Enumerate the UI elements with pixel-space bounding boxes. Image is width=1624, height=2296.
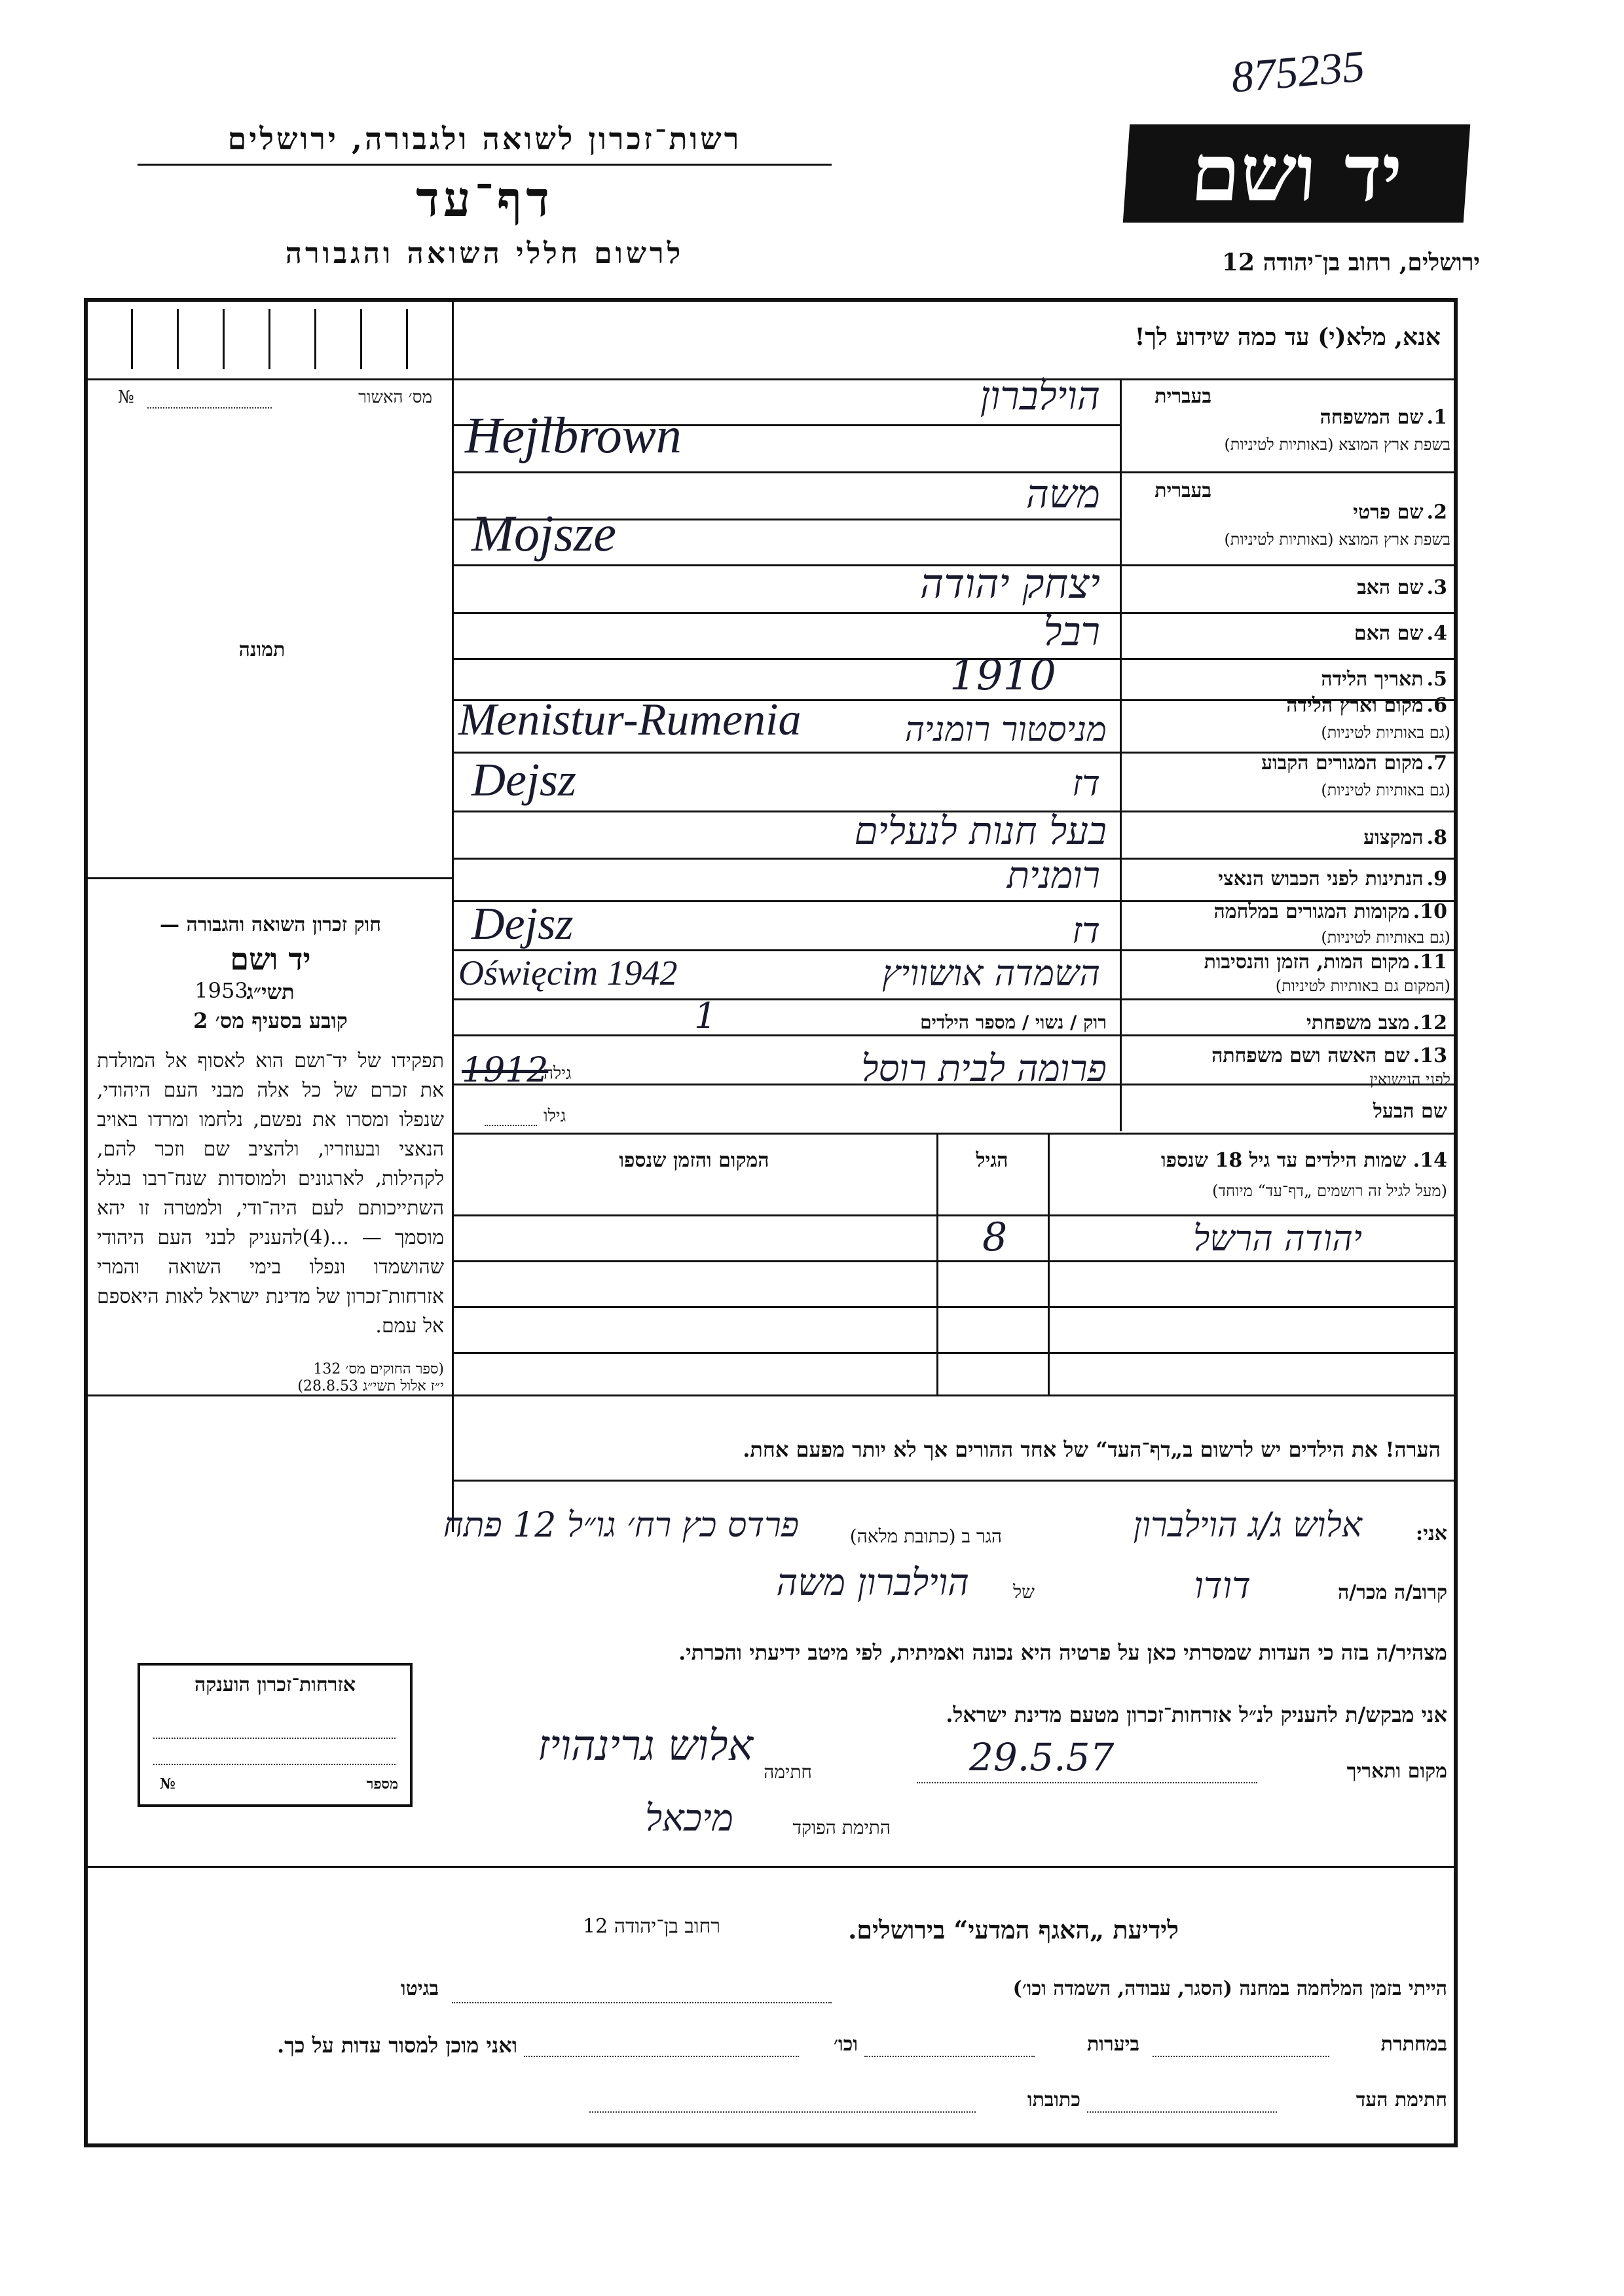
request-text: אני מבקש/ת להעניק לנ״ל אזרחות־זכרון מטעם מדינת ישראל.	[946, 1702, 1447, 1727]
footer-line1-b: בגיטו	[400, 1977, 439, 2000]
form-subtitle: לרשום חללי השואה והגבורה	[285, 237, 684, 270]
yad-vashem-logo: יד ושם	[1123, 124, 1470, 223]
field-1-lang: בעברית	[1154, 385, 1211, 408]
field-2-num: 2.	[1426, 501, 1447, 524]
law-title: חוק זכרון השואה והגבורה —	[160, 913, 381, 936]
code-boxes	[105, 309, 432, 369]
husband-label: שם הבעל	[1373, 1100, 1447, 1123]
field-10-value-latin[interactable]: Dejsz	[471, 899, 574, 949]
footer-line2-d: ואני מוכן למסור עדות על כך.	[276, 2033, 517, 2058]
citizenship-box	[138, 1663, 413, 1807]
law-text: תפקידו של יד־ושם הוא לאסוף אל המולדת את זכרם של כל אלה מבני העם היהודי, שנפלו ומסרו את נפשם, נלחמו ומרדו באויב הנאצי ובעוזריו, ולהציב שם וזכר להם, לקהילות, לארגונים ולמוסדות שנח־רבו בגלל השתייכותם לעם היה־ודי, ולמטרה זו יהא מוסמך — ...(4)להעניק לבני העם היהודי שהושמדו ונפלו בימי השואה והמרי אזרחות־זכרון של מדינת ישראל לאות היאספם אל עמם.	[97, 1049, 445, 1338]
authority-title: רשות־זכרון לשואה ולגבורה, ירושלים	[227, 121, 742, 156]
field-9-label: 9. הנתינות לפני הכבוש הנאצי	[1218, 867, 1447, 890]
field-9-value[interactable]: רומנית	[1006, 854, 1100, 897]
field-10-label: 10. מקומות המגורים במלחמה	[1213, 900, 1447, 923]
field-7-value[interactable]: דז	[1072, 763, 1100, 804]
photo-label: תמונה	[238, 638, 286, 661]
footer-line2-a: במחתרת	[1380, 2033, 1447, 2056]
field-2-label	[1231, 501, 1447, 524]
child-1-name[interactable]: יהודה הרשל	[1193, 1218, 1362, 1259]
place-date-label: מקום ותאריך	[1346, 1760, 1447, 1783]
field-2-value-he[interactable]: משה	[1025, 471, 1100, 517]
children-col-age: הגיל	[976, 1149, 1008, 1172]
declarant-name[interactable]: אלוש ג/ג הוילברון	[1133, 1506, 1362, 1545]
instruction-text: אנא, מלא(י) עד כמה שידוע לך!	[1134, 323, 1441, 351]
field-13-age-label: גילה	[544, 1064, 572, 1084]
law-logo: יד ושם	[230, 941, 311, 977]
citizenship-no-sign: №	[160, 1776, 175, 1793]
archive-number: 875235	[1229, 41, 1367, 102]
field-7-sub: (גם באותיות לטיניות)	[1321, 781, 1450, 799]
field-6-label: 6. מקום וארץ הלידה	[1286, 694, 1447, 717]
authority-underline	[138, 164, 832, 166]
field-1-value-latin[interactable]: Hejlbrown	[465, 407, 682, 464]
field-1-sub: בשפת ארץ המוצא (באותיות לטיניות)	[1224, 435, 1450, 454]
field-5-value[interactable]: 1910	[950, 651, 1056, 700]
field-2-lang: בעברית	[1154, 479, 1211, 502]
field-6-value-latin[interactable]: Menistur-Rumenia	[458, 695, 802, 745]
declarant-address[interactable]: פרדס כץ רח׳ גו״ל 12 פתח	[443, 1506, 799, 1545]
form-title: דף־עד	[416, 172, 553, 228]
field-12-label: 12. מצב משפחתי	[1306, 1011, 1447, 1034]
field-11-label: 11. מקום המות, הזמן והנסיבות	[1204, 951, 1447, 974]
children-col-place: המקום והזמן שנספו	[619, 1149, 769, 1172]
footer-line2-b: ביערות	[1086, 2033, 1139, 2056]
field-1-num: 1.	[1426, 406, 1447, 429]
field-6-sub: (גם באותיות לטיניות)	[1321, 723, 1450, 742]
of-name[interactable]: הוילברון משה	[776, 1561, 969, 1604]
field-5-label: 5. תאריך הלידה	[1321, 668, 1447, 691]
field-10-value[interactable]: דז	[1072, 910, 1100, 951]
relation-value[interactable]: דודו	[1194, 1565, 1251, 1607]
citizenship-title: אזרחות־זכרון הוענקה	[194, 1673, 356, 1696]
field-2-text: שם פרטי	[1353, 501, 1424, 524]
field-4-value[interactable]: רבל	[1043, 609, 1100, 655]
field-13-label: 13. שם האשה ושם משפחתה	[1211, 1044, 1447, 1067]
field-8-value[interactable]: בעל חנות לנעלים	[854, 809, 1107, 853]
field-13-sub: לפני הנישואין	[1369, 1070, 1450, 1089]
field-7-value-latin[interactable]: Dejsz	[471, 754, 576, 806]
footer-line3-b: כתובתו	[1027, 2088, 1080, 2111]
field-11-value[interactable]: השמדה אושוויץ	[882, 953, 1100, 994]
of-label: של	[1013, 1581, 1035, 1603]
field-1-label	[1231, 406, 1447, 429]
children-table-subtitle: (מעל לגיל זה רושמים „דף־עד“ מיוחד)	[1212, 1182, 1447, 1200]
field-8-label: 8. המקצוע	[1363, 826, 1447, 849]
child-1-age[interactable]: 8	[982, 1214, 1008, 1260]
law-ref-1: (ספר החוקים מס׳ 132	[313, 1361, 444, 1377]
field-12-value: רוק / נשוי / מספר הילדים	[920, 1011, 1107, 1033]
note-text: הערה! את הילדים יש לרשום ב„דף־העד“ של אחד ההורים אך לא יותר מפעם אחת.	[743, 1437, 1441, 1462]
children-table-title: 14. שמות הילדים עד גיל 18 שנספו	[1160, 1149, 1447, 1172]
law-year: 1953	[194, 978, 248, 1003]
field-2-sub: בשפת ארץ המוצא (באותיות לטיניות)	[1224, 530, 1450, 549]
field-11-value-latin[interactable]: Oświęcim 1942	[458, 953, 678, 993]
citizenship-number-label: מספר	[366, 1776, 398, 1793]
field-6-value[interactable]: מניסטור רומניה	[904, 710, 1107, 750]
confirmation-label: מס׳ האשור	[358, 388, 432, 407]
declaration-text: מצהיר/ה בזה כי העדות שמסרתי כאן על פרטיה היא נכונה ואמיתית, לפי מיטב ידיעתי והכרתי.	[678, 1640, 1447, 1665]
footer-address: רחוב בן־יהודה 12	[583, 1915, 720, 1938]
field-3-value[interactable]: יצחק יהודה	[919, 560, 1100, 608]
footer-title: לידיעת „האגף המדעי“ בירושלים.	[848, 1915, 1179, 1944]
signature-value[interactable]: אלוש גרינהויז	[537, 1722, 753, 1770]
relative-label: קרוב/ה מכר/ה	[1338, 1581, 1447, 1604]
field-2-value-latin[interactable]: Mojsze	[471, 505, 616, 562]
signature-label: חתימה	[764, 1761, 812, 1783]
footer-line1-a: הייתי בזמן המלחמה במחנה (הסגר, עבודה, השמדה וכו׳)	[1012, 1977, 1447, 2000]
field-7-label: 7. מקום המגורים הקבוע	[1261, 752, 1447, 774]
law-year-hebrew: תשי״ג	[246, 979, 295, 1004]
field-1-text: שם המשפחה	[1320, 406, 1424, 429]
law-sidebar	[97, 913, 444, 1394]
date-value[interactable]: 29.5.57	[969, 1735, 1115, 1779]
field-3-label: 3. שם האב	[1357, 576, 1447, 599]
field-10-sub: (גם באותיות לטיניות)	[1321, 928, 1450, 947]
officer-label: התימת הפוקד	[792, 1817, 891, 1838]
field-13-value[interactable]: פרומה לבית רוסל	[861, 1048, 1107, 1090]
confirmation-no-sign: №	[118, 388, 134, 407]
law-section: קובע בסעיף מס׳ 2	[193, 1008, 348, 1033]
declarant-resides-label: הגר ב (כתובת מלאה)	[849, 1525, 1002, 1547]
field-1-value-he[interactable]: הוילברון	[980, 373, 1100, 419]
field-4-label: 4. שם האם	[1354, 622, 1447, 645]
husband-age-label: גילו	[544, 1106, 566, 1126]
declarant-i-label: אני:	[1416, 1522, 1447, 1545]
field-13-age-value[interactable]: 1912	[462, 1051, 549, 1090]
field-12-children-count[interactable]: 1	[694, 995, 717, 1036]
law-ref-2: י״ז אלול תשי״ג 28.8.53)	[297, 1378, 444, 1394]
footer-line2-c: וכו׳	[834, 2033, 858, 2056]
field-11-sub: (המקום גם באותיות לטיניות)	[1275, 977, 1450, 995]
officer-signature[interactable]: מיכאל	[644, 1797, 733, 1840]
footer-line3-a: חתימת העד	[1356, 2088, 1447, 2111]
header-address: ירושלים, רחוב בן־יהודה 12	[1221, 249, 1480, 276]
